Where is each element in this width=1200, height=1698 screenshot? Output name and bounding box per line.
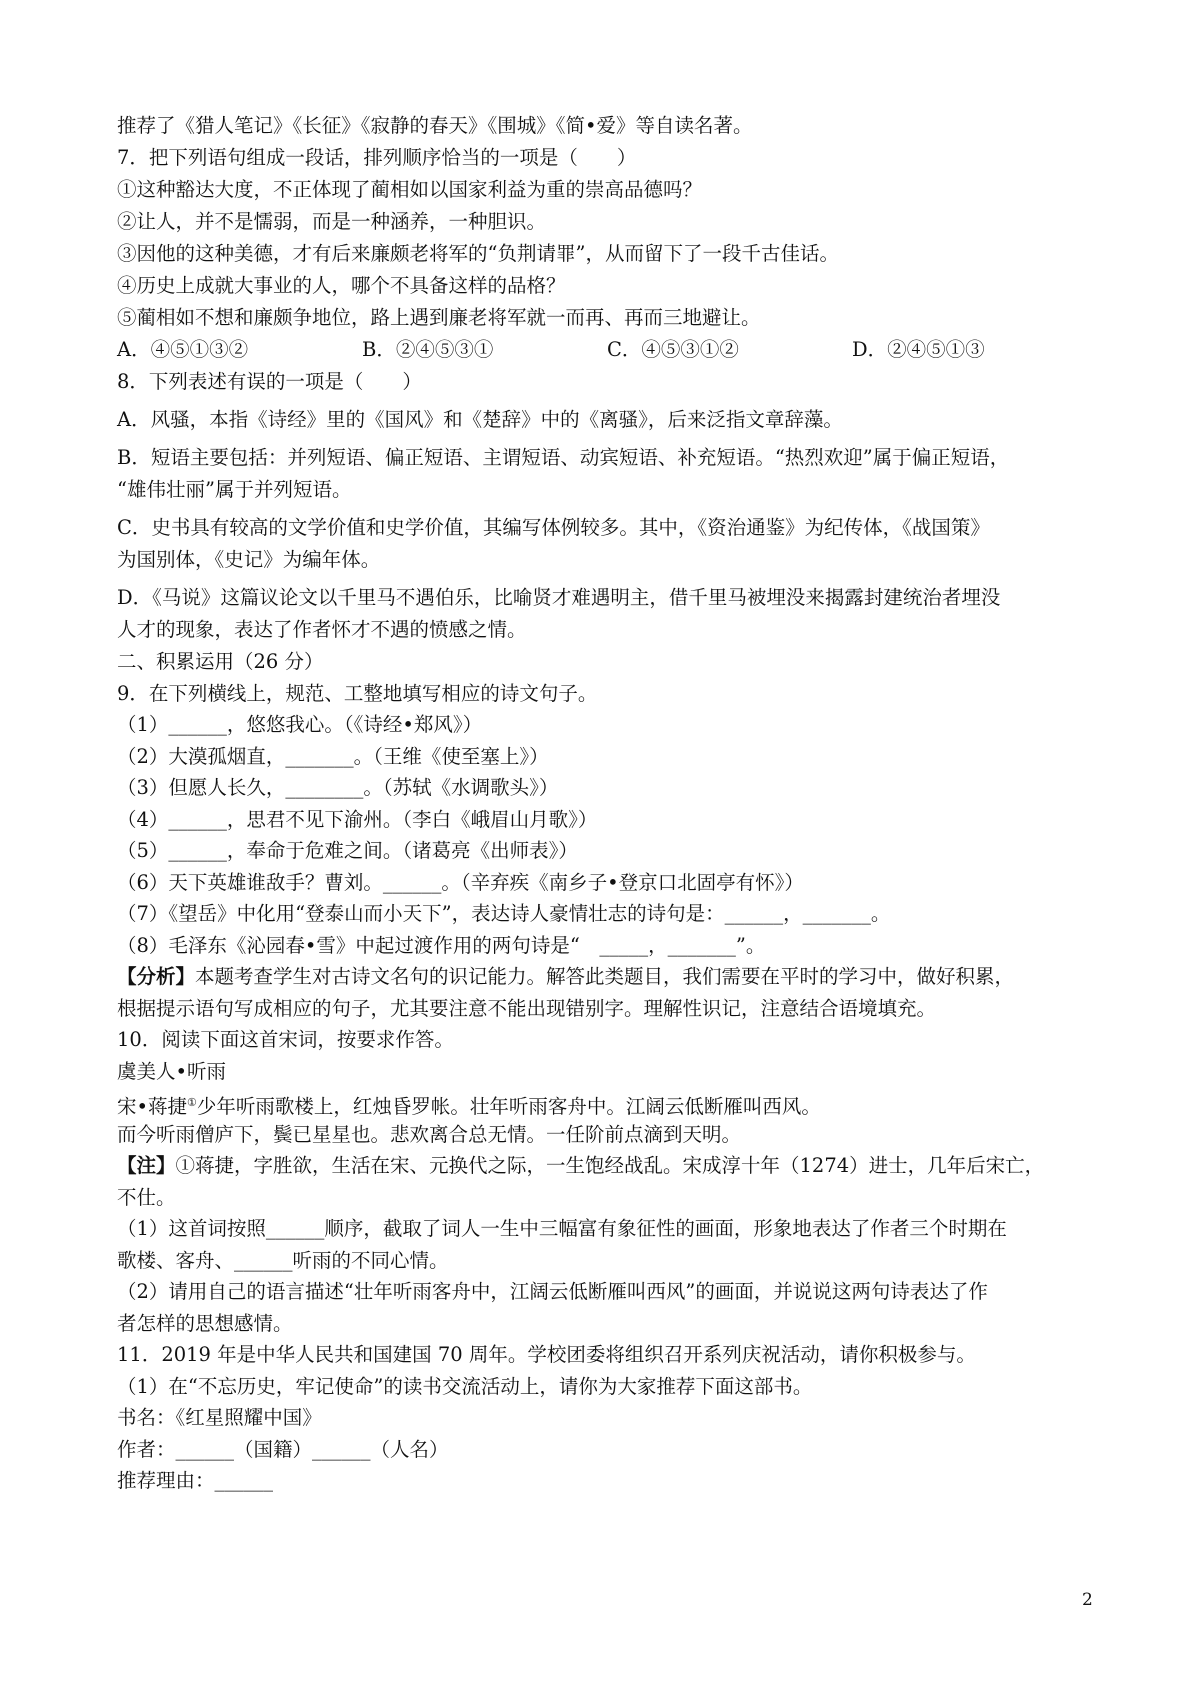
q9-item-3: （3）但愿人长久，________。（苏轼《水调歌头》） [117, 776, 559, 799]
q8-option-b-line1: B．短语主要包括：并列短语、偏正短语、主谓短语、动宾短语、补充短语。“热烈欢迎”属于偏正短语， [117, 446, 1010, 469]
recommend-reason: 推荐理由：______ [117, 1469, 274, 1492]
q10-part2-line2: 者怎样的思想感情。 [117, 1311, 293, 1335]
q8-option-d-line1: D．《马说》这篇议论文以千里马不遇伯乐，比喻贤才难遇明主，借千里马被埋没来揭露封建统治者埋没 [117, 586, 1001, 609]
book-title: 书名：《红星照耀中国》 [117, 1406, 322, 1429]
q10-part1-line2: 歌楼、客舟、______听雨的不同心情。 [117, 1248, 449, 1272]
page-number: 2 [1082, 1590, 1093, 1610]
question-7-stem: 7．把下列语句组成一段话，排列顺序恰当的一项是（ ） [117, 146, 637, 169]
q10-part1-line1: （1）这首词按照______顺序，截取了词人一生中三幅富有象征性的画面，形象地表达了作者三个时期在 [117, 1217, 1007, 1240]
analysis-text: 本题考查学生对古诗文名句的识记能力。解答此类题目，我们需要在平时的学习中，做好积累， [195, 965, 1015, 988]
question-11-stem: 11．2019 年是中华人民共和国建国 70 周年。学校团委将组织召开系列庆祝活动，请你积极参与。 [117, 1343, 976, 1366]
q9-item-2: （2）大漠孤烟直，_______。（王维《使至塞上》） [117, 744, 549, 768]
sentence-2: ②让人，并不是懦弱，而是一种涵养，一种胆识。 [117, 210, 547, 233]
note-text: ①蒋捷，字胜欲，生活在宋、元换代之际，一生饱经战乱。宋成淳十年（1274）进士，几年后宋亡， [175, 1154, 1045, 1177]
option-d: D．②④⑤①③ [852, 338, 985, 361]
q8-option-b-line2: “雄伟壮丽”属于并列短语。 [117, 478, 352, 501]
q9-item-4: （4）______，思君不见下渝州。（李白《峨眉山月歌》） [117, 807, 598, 831]
sentence-5: ⑤蔺相如不想和廉颇争地位，路上遇到廉老将军就一而再、再而三地避让。 [117, 306, 761, 329]
section-heading: 二、积累运用（26 分） [117, 650, 324, 673]
q9-item-1: （1）______，悠悠我心。（《诗经•郑风》） [117, 713, 483, 736]
poem-title: 虞美人•听雨 [117, 1059, 227, 1083]
q8-option-c-line1: C．史书具有较高的文学价值和史学价值，其编写体例较多。其中，《资治通鉴》为纪传体，《战国策》 [117, 516, 990, 539]
poem-author: 宋•蒋捷 [117, 1095, 188, 1118]
analysis-line1 [117, 961, 1107, 993]
option-a: A．④⑤①③② [117, 338, 249, 361]
question-10-stem: 10．阅读下面这首宋词，按要求作答。 [117, 1028, 454, 1051]
q10-part2-line1: （2）请用自己的语言描述“壮年听雨客舟中，江阔云低断雁叫西风”的画面，并说说这两句诗表达了作 [117, 1280, 988, 1303]
question-8-stem: 8．下列表述有误的一项是（ ） [117, 370, 422, 393]
text-line: 推荐了《猎人笔记》《长征》《寂静的春天》《围城》《简•爱》等自读名著。 [117, 114, 753, 137]
sentence-1: ①这种豁达大度，不正体现了蔺相如以国家利益为重的崇高品德吗？ [117, 178, 703, 201]
footnote-marker: ① [187, 1096, 197, 1109]
q8-option-d-line2: 人才的现象，表达了作者怀才不遇的愤感之情。 [117, 618, 527, 641]
poem-line2: 而今听雨僧庐下，鬓已星星也。悲欢离合总无情。一任阶前点滴到天明。 [117, 1122, 742, 1146]
q9-item-8: （8）毛泽东《沁园春•雪》中起过渡作用的两句诗是“ _____，_______”。 [117, 933, 766, 957]
note-line1 [117, 1150, 1107, 1182]
sentence-4: ④历史上成就大事业的人，哪个不具备这样的品格？ [117, 274, 566, 297]
option-b: B．②④⑤③① [362, 338, 494, 361]
question-9-stem: 9．在下列横线上，规范、工整地填写相应的诗文句子。 [117, 681, 598, 705]
q9-item-7: （7）《望岳》中化用“登泰山而小天下”，表达诗人豪情壮志的诗句是：______，_______。 [117, 902, 891, 925]
q9-item-5: （5）______，奉命于危难之间。（诸葛亮《出师表》） [117, 839, 578, 862]
q9-item-6: （6）天下英雄谁敌手？曹刘。______。（辛弃疾《南乡子•登京口北固亭有怀》） [117, 870, 804, 894]
note-line2: 不仕。 [117, 1185, 176, 1209]
note-tag: 【注】 [117, 1154, 176, 1177]
analysis-line2: 根据提示语句写成相应的句子，尤其要注意不能出现错别字。理解性识记，注意结合语境填充。 [117, 996, 937, 1020]
q11-part1: （1）在“不忘历史，牢记使命”的读书交流活动上，请你为大家推荐下面这部书。 [117, 1374, 813, 1398]
document-page [117, 110, 1107, 1497]
sentence-3: ③因他的这种美德，才有后来廉颇老将军的“负荆请罪”，从而留下了一段千古佳话。 [117, 242, 839, 265]
poem-line1 [117, 1087, 1107, 1119]
option-c: C．④⑤③①② [607, 338, 739, 361]
poem-text-1: 少年听雨歌楼上，红烛昏罗帐。壮年听雨客舟中。江阔云低断雁叫西风。 [196, 1095, 821, 1118]
book-author: 作者：______（国籍）______（人名） [117, 1437, 449, 1461]
q8-option-c-line2: 为国别体，《史记》为编年体。 [117, 548, 381, 571]
q8-option-a: A．风骚，本指《诗经》里的《国风》和《楚辞》中的《离骚》，后来泛指文章辞藻。 [117, 408, 843, 431]
question-7-options [117, 334, 1107, 366]
analysis-tag: 【分析】 [117, 965, 196, 988]
